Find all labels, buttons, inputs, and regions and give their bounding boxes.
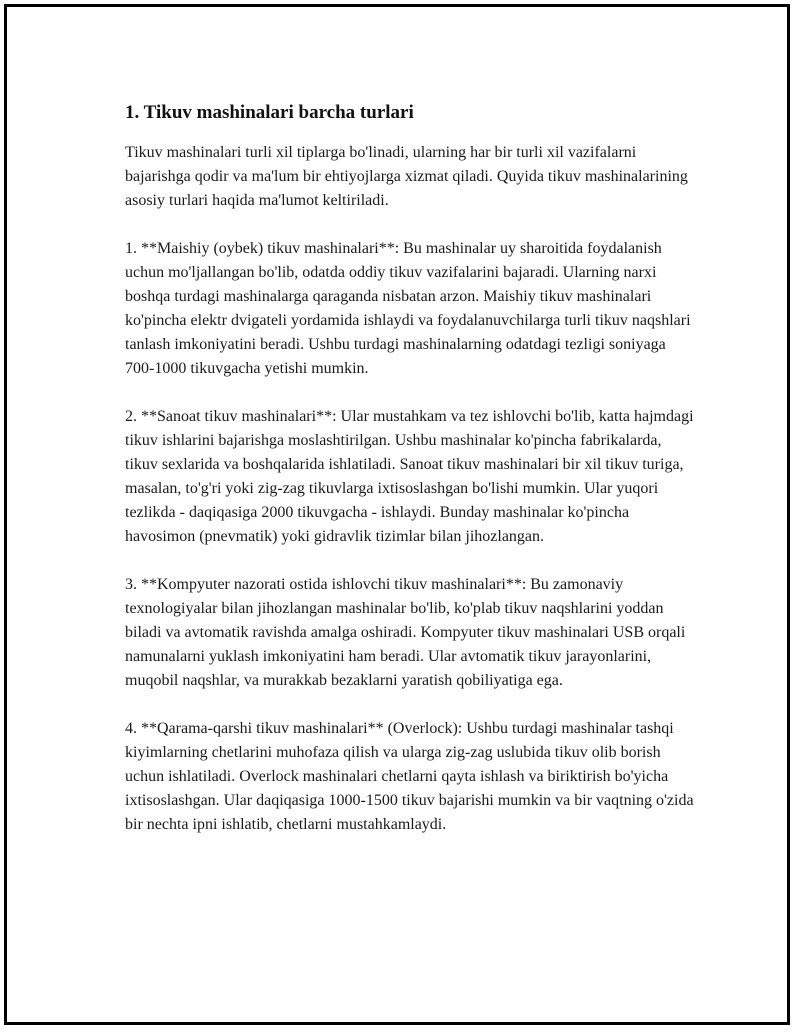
intro-paragraph: Tikuv mashinalari turli xil tiplarga bo'linadi, ularning har bir turli xil vazifalarni bajarishga qodir va ma'lum bir ehtiyojlarga xizmat qiladi. Quyida tikuv mashinalarining asosiy turlari haqida ma'lumot keltiriladi. (125, 144, 688, 209)
paragraph-computerized-machines: 3. **Kompyuter nazorati ostida ishlovchi tikuv mashinalari**: Bu zamonaviy texnologiyalar bilan jihozlangan mashinalar bo'lib, ko'plab tikuv naqshlarini yoddan biladi va avtomatik ravishda amalga oshiradi. Kompyuter tikuv mashinalari USB orqali namunalarni yuklash imkoniyatini ham beradi. Ular avtomatik tikuv jarayonlarini, muqobil naqshlar, va murakkab bezaklarni yaratish qobiliyatiga ega. (125, 576, 686, 689)
paragraph-industrial-machines: 2. **Sanoat tikuv mashinalari**: Ular mustahkam va tez ishlovchi bo'lib, katta hajmdagi tikuv ishlarini bajarishga moslashtirilgan. Ushbu mashinalar ko'pincha fabrikalarda, tikuv sexlarida va boshqalarida ishlatiladi. Sanoat tikuv mashinalari bir xil tikuv turiga, masalan, to'g'ri yoki zig-zag tikuvlarga ixtisoslashgan bo'lishi mumkin. Ular yuqori tezlikda - daqiqasiga 2000 tikuvgacha - ishlaydi. Bunday mashinalar ko'pincha havosimon (pnevmatik) yoki gidravlik tizimlar bilan jihozlangan. (125, 408, 694, 545)
document-title: 1. Tikuv mashinalari barcha turlari (125, 102, 414, 123)
document-body (125, 101, 697, 861)
paragraph-household-machines: 1. **Maishiy (oybek) tikuv mashinalari**: Bu mashinalar uy sharoitida foydalanish uchun mo'ljallangan bo'lib, odatda oddiy tikuv vazifalarini bajaradi. Ularning narxi boshqa turdagi mashinalarga qaraganda nisbatan arzon. Maishiy tikuv mashinalari ko'pincha elektr dvigateli yordamida ishlaydi va foydalanuvchilarga turli tikuv naqshlari tanlash imkoniyatini beradi. Ushbu turdagi mashinalarning odatdagi tezligi soniyaga 700-1000 tikuvgacha yetishi mumkin. (125, 240, 691, 377)
paragraph-overlock-machines: 4. **Qarama-qarshi tikuv mashinalari** (Overlock): Ushbu turdagi mashinalar tashqi kiyimlarning chetlarini muhofaza qilish va ularga zig-zag uslubida tikuv olib borish uchun ishlatiladi. Overlock mashinalari chetlarni qayta ishlash va biriktirish bo'yicha ixtisoslashgan. Ular daqiqasiga 1000-1500 tikuv bajarishi mumkin va bir vaqtning o'zida bir nechta ipni ishlatib, chetlarni mustahkamlaydi. (125, 720, 694, 833)
page-frame (4, 4, 790, 1025)
